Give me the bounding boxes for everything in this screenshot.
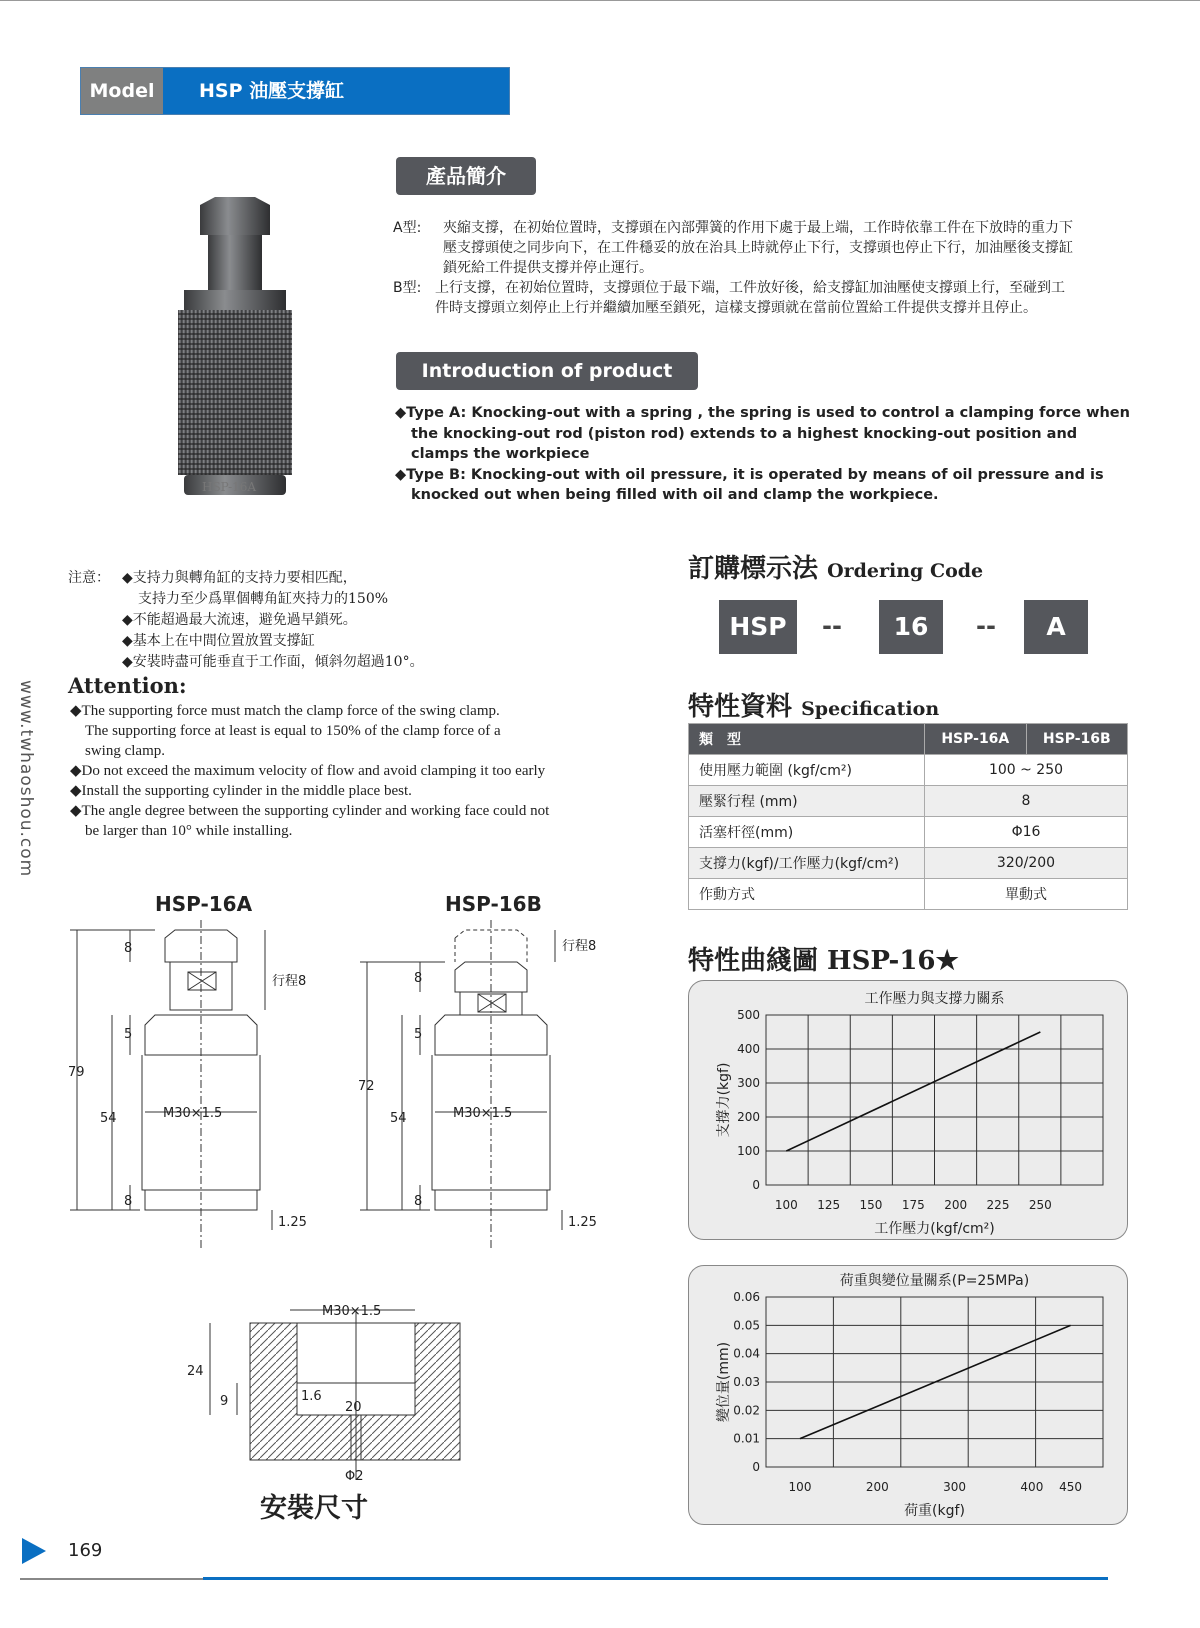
svg-text:HSP-16A: HSP-16A: [202, 480, 257, 494]
spec-label: 支撐力(kgf)/工作壓力(kgf/cm²): [689, 848, 925, 879]
footer-rule-gray: [20, 1578, 203, 1580]
dim-label: Φ2: [345, 1469, 364, 1484]
note-item: ◆不能超過最大流速，避免過早鎖死。: [122, 612, 357, 628]
attention-item: be larger than 10° while installing.: [85, 823, 293, 839]
chart-title: 荷重與變位量關系(P=25MPa): [839, 1273, 1030, 1289]
x-tick-label: 450: [1059, 1480, 1082, 1494]
x-tick-label: 125: [817, 1198, 841, 1212]
footer-rule-blue: [203, 1577, 1108, 1580]
y-tick-label: 100: [737, 1144, 760, 1158]
y-tick-label: 0.06: [733, 1290, 760, 1304]
y-tick-label: 300: [737, 1076, 760, 1090]
y-tick-label: 0.03: [733, 1375, 760, 1389]
dim-label: M30×1.5: [163, 1106, 223, 1121]
install-title: 安裝尺寸: [260, 1493, 368, 1524]
x-axis-label: 工作壓力(kgf/cm²): [874, 1221, 995, 1237]
dim-label: 8: [124, 941, 133, 956]
dim-label: 20: [345, 1400, 362, 1415]
x-axis-label: 荷重(kgf): [904, 1503, 965, 1519]
x-tick-label: 150: [859, 1198, 883, 1212]
intro-en-item: ◆Type B: Knocking-out with oil pressure, it is operated by means of oil pressure and is knocked out when being filled with oil and clamp the workpiece.: [395, 466, 1104, 503]
type-a-text: 夾縮支撐，在初始位置時，支撐頭在內部彈簧的作用下處于最上端，工作時依靠工件在下放時的重力下壓支撐頭使之同步向下，在工件穩妥的放在治具上時就停止下行，支撐頭也停止下行，加油壓後支撐缸鎖死給工件提供支撐并停止運行。: [443, 220, 1073, 276]
note-item: ◆支持力與轉角缸的支持力要相匹配，: [122, 570, 357, 586]
ordering-heading-en: Ordering Code: [827, 560, 984, 582]
page-number: 169: [68, 1540, 103, 1561]
drawing-a: [70, 920, 272, 1250]
drawing-b: [360, 920, 562, 1250]
model-title: HSP 油壓支撐缸: [199, 80, 345, 102]
x-tick-label: 100: [774, 1198, 798, 1212]
intro-en-heading: Introduction of product: [396, 352, 698, 390]
attention-item: ◆Do not exceed the maximum velocity of flow and avoid clamping it too early: [70, 763, 546, 779]
spec-header: HSP-16A: [925, 724, 1027, 755]
notes-label: 注意：: [68, 570, 110, 586]
dim-label: M30×1.5: [453, 1106, 513, 1121]
dim-label: 1.25: [278, 1215, 307, 1230]
y-tick-label: 400: [737, 1042, 760, 1056]
ordering-heading-zh: 訂購標示法: [688, 554, 819, 584]
dim-label: 72: [358, 1079, 375, 1094]
x-tick-label: 400: [1020, 1480, 1044, 1494]
install-drawing: [210, 1310, 460, 1480]
x-tick-label: 300: [943, 1480, 967, 1494]
y-tick-label: 200: [737, 1110, 760, 1124]
spec-label: 壓緊行程 (mm): [689, 786, 925, 817]
code-type: A: [1024, 600, 1088, 654]
spec-header: HSP-16B: [1026, 724, 1127, 755]
drawing-b-title: HSP-16B: [445, 892, 542, 916]
y-tick-label: 0: [752, 1178, 760, 1192]
technical-drawings: [60, 890, 660, 1530]
spec-heading-zh: 特性資料: [688, 692, 793, 722]
attention-heading: Attention:: [68, 673, 187, 698]
dim-label: 24: [187, 1364, 204, 1379]
model-label: Model: [81, 68, 163, 114]
y-axis-label: 變位量(mm): [716, 1341, 732, 1423]
spec-heading-en: Specification: [801, 698, 940, 720]
code-size: 16: [879, 600, 943, 654]
dim-label: 8: [414, 971, 423, 986]
y-tick-label: 0.04: [733, 1346, 760, 1361]
dim-label: 1.6: [301, 1389, 322, 1404]
spec-value: 320/200: [925, 848, 1128, 879]
note-item: ◆基本上在中間位置放置支撐缸: [122, 633, 315, 649]
spec-label: 活塞杆徑(mm): [689, 817, 925, 848]
spec-label: 作動方式: [689, 879, 925, 910]
dim-label: 54: [100, 1111, 117, 1126]
x-tick-label: 250: [1028, 1198, 1052, 1212]
dim-label: 54: [390, 1111, 407, 1126]
x-tick-label: 225: [986, 1198, 1010, 1212]
drawing-a-title: HSP-16A: [155, 892, 253, 916]
code-series: HSP: [719, 600, 797, 654]
x-tick-label: 100: [788, 1480, 812, 1494]
code-separator: --: [976, 612, 996, 640]
side-url: www.twhaoshou.com: [16, 680, 36, 878]
y-tick-label: 0.01: [733, 1431, 760, 1446]
dim-label: 9: [220, 1394, 229, 1409]
dim-label: 5: [124, 1027, 133, 1042]
spec-value: 100 ~ 250: [925, 755, 1128, 786]
x-tick-label: 200: [865, 1480, 889, 1494]
code-separator: --: [822, 612, 842, 640]
dim-label: 8: [124, 1194, 133, 1209]
attention-item: ◆The supporting force must match the clamp force of the swing clamp.: [70, 703, 500, 719]
dim-label: 79: [68, 1065, 85, 1080]
intro-en-item: ◆Type A: Knocking-out with a spring , the spring is used to control a clamping force when the knocking-out rod (piston rod) extends to a highest knocking-out position and clamps the workpiece: [395, 405, 1130, 462]
y-tick-label: 500: [737, 1008, 760, 1022]
spec-header: 類 型: [689, 724, 925, 755]
y-axis-label: 支撐力(kgf): [716, 1062, 732, 1138]
spec-value: Φ16: [925, 817, 1128, 848]
y-tick-label: 0: [752, 1460, 760, 1474]
series-line: [786, 1032, 1040, 1151]
spec-label: 使用壓力範圍 (kgf/cm²): [689, 755, 925, 786]
attention-item: ◆The angle degree between the supporting cylinder and working face could not: [70, 803, 550, 819]
intro-zh-heading: 產品簡介: [396, 157, 536, 195]
attention-item: The supporting force at least is equal to 150% of the clamp force of a: [85, 723, 501, 739]
curves-heading: 特性曲綫圖 HSP-16★: [688, 946, 959, 976]
y-tick-label: 0.02: [733, 1403, 760, 1418]
dim-label: M30×1.5: [322, 1304, 382, 1319]
y-tick-label: 0.05: [733, 1318, 760, 1333]
attention-item: swing clamp.: [85, 743, 165, 759]
spec-value: 單動式: [925, 879, 1128, 910]
note-item: ◆安裝時盡可能垂直于工作面，傾斜勿超過10°。: [122, 654, 424, 670]
dim-label: 1.25: [568, 1215, 597, 1230]
chart-title: 工作壓力與支撐力關系: [864, 991, 1005, 1007]
dim-label: 8: [414, 1194, 423, 1209]
type-a-label: A型:: [393, 220, 422, 236]
note-item: 支持力至少爲單個轉角缸夾持力的150%: [138, 591, 389, 607]
x-tick-label: 200: [944, 1198, 968, 1212]
page-arrow-icon: [20, 1536, 48, 1566]
x-tick-label: 175: [901, 1198, 925, 1212]
dim-label: 行程8: [272, 974, 307, 989]
attention-item: ◆Install the supporting cylinder in the middle place best.: [70, 783, 412, 799]
dim-label: 5: [414, 1027, 423, 1042]
type-b-text: 上行支撐，在初始位置時，支撐頭位于最下端，工件放好後，給支撐缸加油壓使支撐頭上行，至碰到工件時支撐頭立刻停止上行并繼續加壓至鎖死，這樣支撐頭就在當前位置給工件提供支撐并且停止。: [435, 280, 1065, 316]
type-b-label: B型:: [393, 280, 422, 296]
spec-value: 8: [925, 786, 1128, 817]
dim-label: 行程8: [562, 939, 597, 954]
